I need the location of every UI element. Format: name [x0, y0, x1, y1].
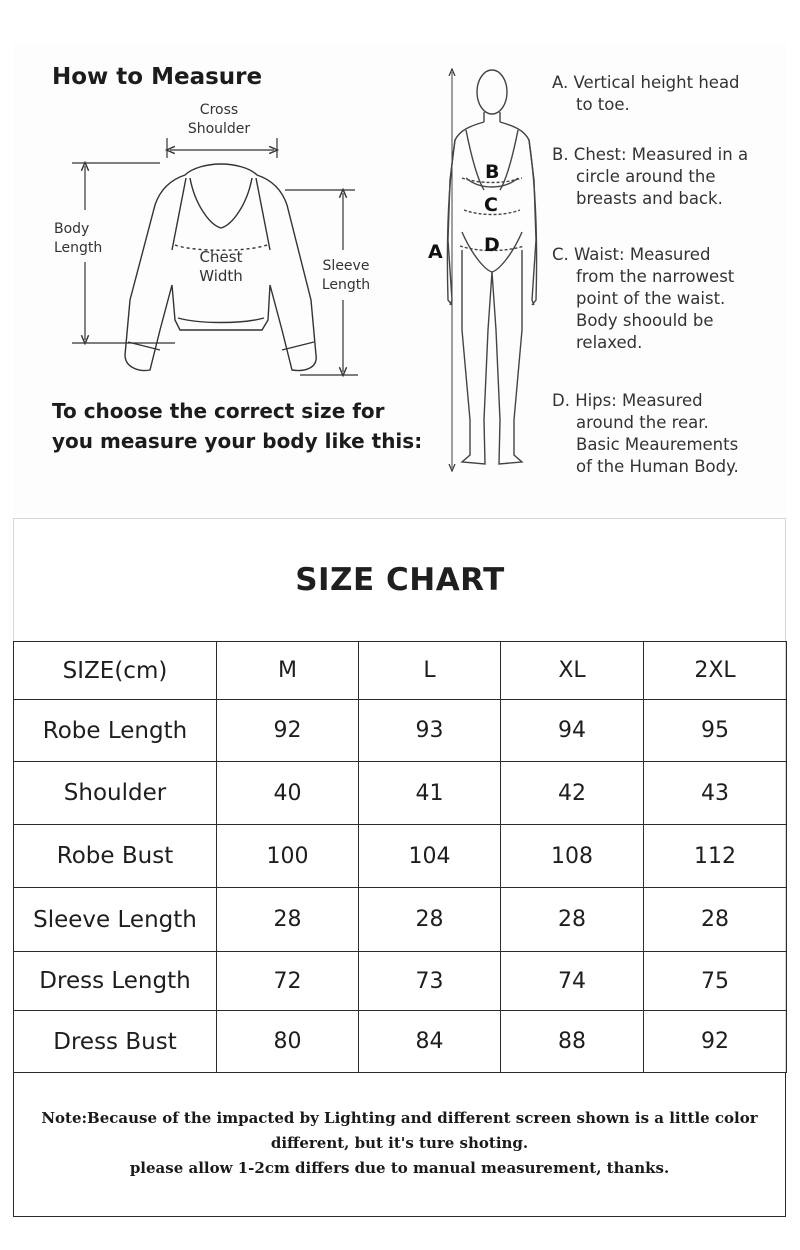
value-cell: 28 — [501, 888, 644, 952]
value-cell: 108 — [501, 825, 644, 888]
size-table-header-row — [14, 642, 787, 700]
size-header-cell: M — [217, 642, 359, 700]
size-table — [13, 641, 787, 1073]
row-label-cell: Shoulder — [14, 762, 217, 825]
description-a-first-line: A. Vertical height head — [552, 73, 740, 92]
row-label-cell: Sleeve Length — [14, 888, 217, 952]
value-cell: 28 — [359, 888, 501, 952]
value-cell: 93 — [359, 700, 501, 762]
description-d — [552, 390, 777, 478]
measurement-note — [13, 1106, 786, 1181]
size-chart-title: SIZE CHART — [295, 562, 505, 598]
table-row — [14, 1011, 787, 1073]
description-c-first-line: C. Waist: Measured — [552, 245, 711, 264]
description-b — [552, 144, 777, 210]
table-row — [14, 825, 787, 888]
note-line: different, but it's ture shoting. — [270, 1134, 529, 1152]
size-header-cell: L — [359, 642, 501, 700]
size-header-cell: 2XL — [644, 642, 787, 700]
value-cell: 42 — [501, 762, 644, 825]
letter-b-label: B — [485, 161, 500, 183]
size-header-cell: SIZE(cm) — [14, 642, 217, 700]
value-cell: 88 — [501, 1011, 644, 1073]
size-header-cell: XL — [501, 642, 644, 700]
sleeve-length-label: Sleeve Length — [321, 258, 371, 293]
body-figure-illustration — [447, 70, 536, 468]
row-label-cell: Robe Bust — [14, 825, 217, 888]
value-cell: 74 — [501, 952, 644, 1011]
value-cell: 112 — [644, 825, 787, 888]
description-b-first-line: B. Chest: Measured in a — [552, 145, 749, 164]
value-cell: 100 — [217, 825, 359, 888]
chest-width-label: Chest Width — [199, 248, 243, 285]
how-to-measure-title: How to Measure — [52, 64, 263, 90]
letter-a-label: A — [428, 241, 443, 263]
value-cell: 72 — [217, 952, 359, 1011]
value-cell: 95 — [644, 700, 787, 762]
value-cell: 28 — [644, 888, 787, 952]
row-label-cell: Robe Length — [14, 700, 217, 762]
description-d-first-line: D. Hips: Measured — [552, 391, 703, 410]
value-cell: 80 — [217, 1011, 359, 1073]
table-row — [14, 762, 787, 825]
body-length-label: Body Length — [54, 221, 103, 256]
cross-shoulder-label: Cross Shoulder — [187, 102, 251, 137]
row-label-cell: Dress Length — [14, 952, 217, 1011]
value-cell: 92 — [644, 1011, 787, 1073]
value-cell: 92 — [217, 700, 359, 762]
value-cell: 41 — [359, 762, 501, 825]
description-c — [552, 244, 777, 354]
value-cell: 73 — [359, 952, 501, 1011]
description-b-rest: circle around the breasts and back. — [576, 167, 723, 208]
description-c-rest: from the narrowest point of the waist. Body shoould be relaxed. — [576, 267, 735, 352]
value-cell: 84 — [359, 1011, 501, 1073]
letter-d-label: D — [484, 234, 500, 256]
value-cell: 94 — [501, 700, 644, 762]
description-a — [552, 72, 777, 116]
table-row — [14, 952, 787, 1011]
value-cell: 40 — [217, 762, 359, 825]
value-cell: 28 — [217, 888, 359, 952]
value-cell: 75 — [644, 952, 787, 1011]
table-row — [14, 888, 787, 952]
value-cell: 43 — [644, 762, 787, 825]
choose-size-instructions: To choose the correct size for you measure your body like this: — [52, 399, 423, 453]
description-d-rest: around the rear. Basic Meaurements of the Human Body. — [576, 413, 739, 476]
description-a-rest: to toe. — [576, 95, 630, 114]
table-row — [14, 700, 787, 762]
letter-c-label: C — [484, 194, 498, 216]
value-cell: 104 — [359, 825, 501, 888]
note-line: Note:Because of the impacted by Lighting and different screen shown is a little color — [41, 1109, 758, 1127]
row-label-cell: Dress Bust — [14, 1011, 217, 1073]
note-line: please allow 1-2cm differs due to manual measurement, thanks. — [129, 1159, 670, 1177]
cross-shoulder-arrow — [167, 138, 277, 158]
